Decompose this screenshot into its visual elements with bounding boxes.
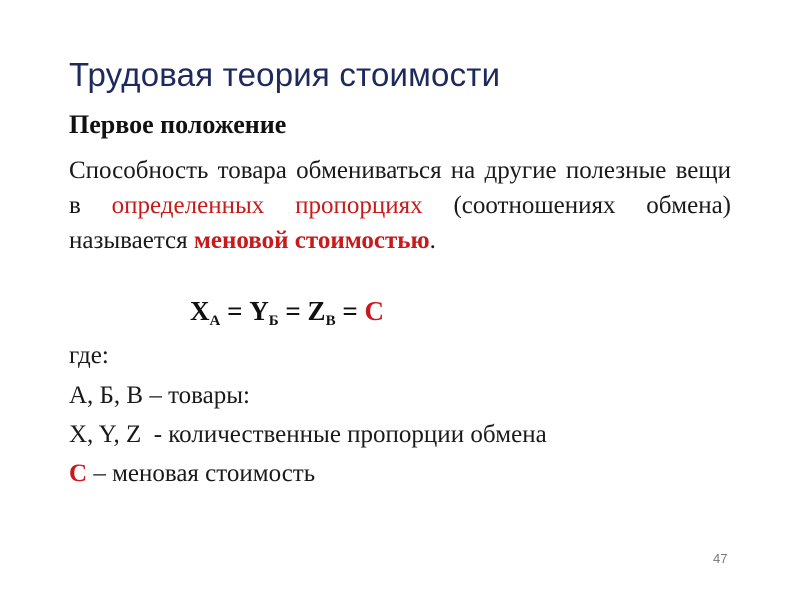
paragraph-period: .	[429, 227, 436, 254]
legend-c-symbol: С	[69, 460, 88, 487]
paragraph-text-1: Способность товара обмениваться на другие полезные вещи в	[69, 157, 731, 219]
paragraph-highlight-proportions: определенных пропорциях	[111, 192, 423, 219]
formula-equals-1: =	[220, 296, 250, 326]
formula-c: С	[364, 296, 384, 326]
formula-z: Z	[307, 296, 326, 326]
slide-title: Трудовая теория стоимости	[69, 56, 501, 93]
slide-subtitle: Первое положение	[69, 110, 287, 139]
formula-y-subscript: Б	[268, 313, 279, 329]
formula-x-subscript: А	[209, 313, 221, 329]
definition-paragraph	[69, 153, 731, 258]
formula-x: X	[190, 296, 210, 326]
formula-equals-2: =	[278, 296, 308, 326]
formula-z-subscript: В	[325, 313, 336, 329]
formula-y: Y	[249, 296, 269, 326]
legend-goods: А, Б, В – товары:	[69, 382, 250, 409]
where-label: где:	[69, 342, 109, 369]
page-number: 47	[713, 551, 728, 566]
paragraph-highlight-exchange-value: меновой стоимостью	[193, 227, 430, 254]
legend-c-text: – меновая стоимость	[87, 460, 316, 487]
formula-equals-3: =	[335, 296, 365, 326]
legend-exchange-value	[69, 460, 315, 488]
legend-proportions: X, Y, Z - количественные пропорции обмена	[69, 421, 547, 448]
paragraph-text-2: (соотношениях обмена) называется	[69, 192, 731, 254]
exchange-formula	[190, 296, 384, 327]
